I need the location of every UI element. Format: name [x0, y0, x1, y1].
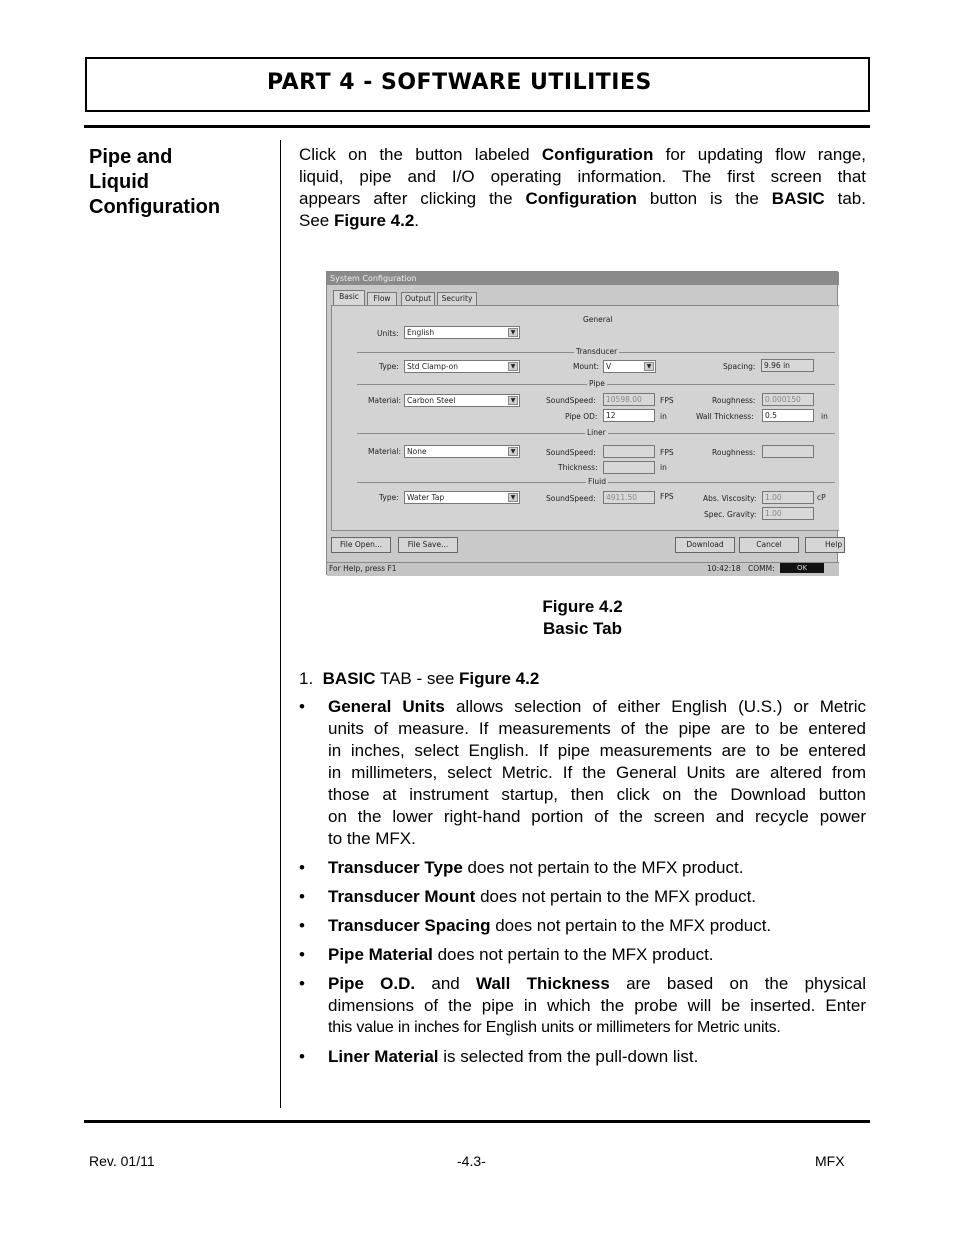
bullet-icon: •	[299, 1047, 305, 1066]
tab-security[interactable]: Security	[437, 292, 477, 305]
units-select[interactable]: English ▼	[404, 326, 520, 339]
material-label: Material:	[368, 447, 401, 456]
roughness-label: Roughness:	[712, 448, 756, 457]
liner-roughness-field	[762, 445, 814, 458]
figure-caption	[299, 596, 866, 640]
in-unit: in	[660, 463, 667, 472]
units-label: Units:	[377, 329, 399, 338]
liner-soundspeed-field	[603, 445, 655, 458]
pipe-od-input[interactable]: 12	[603, 409, 655, 422]
bullet-icon: •	[299, 916, 305, 935]
viscosity-label: Abs. Viscosity:	[703, 494, 757, 503]
list-item: • General Units allows selection of either English (U.S.) or Metric units of measure. If measurements of the pipe are to be entered in inches, select English. If pipe measurements are to be entered in millimeters, select Metric. If the General Units are altered from those at instrument startup, then click on the Download button on the lower right-hand portion of the screen and recycle power to the MFX.	[299, 697, 866, 848]
cp-unit: cP	[817, 493, 826, 502]
in-unit: in	[660, 412, 667, 421]
chevron-down-icon: ▼	[644, 362, 654, 371]
spacing-field: 9.96 in	[761, 359, 814, 372]
tab-flow[interactable]: Flow	[367, 292, 397, 305]
type-label: Type:	[379, 493, 399, 502]
help-button[interactable]: Help	[805, 537, 845, 553]
pipe-soundspeed-field: 10598.00	[603, 393, 655, 406]
gravity-label: Spec. Gravity:	[704, 510, 757, 519]
column-divider	[280, 140, 281, 1108]
intro-line: Click on the button labeled Configuration for updating flow range,	[299, 145, 866, 164]
config-screenshot	[326, 271, 843, 575]
gravity-field: 1.00	[762, 507, 814, 520]
soundspeed-label: SoundSpeed:	[546, 448, 596, 457]
pipe-roughness-field: 0.000150	[762, 393, 814, 406]
chevron-down-icon: ▼	[508, 447, 518, 456]
thickness-label: Thickness:	[558, 463, 598, 472]
intro-line: liquid, pipe and I/O operating information. The first screen that	[299, 167, 866, 186]
fluid-type-select[interactable]: Water Tap ▼	[404, 491, 520, 504]
footer-page: -4.3-	[457, 1153, 486, 1169]
list-item: • Transducer Type does not pertain to the MFX product.	[299, 858, 744, 877]
liner-material-select[interactable]: None ▼	[404, 445, 520, 458]
material-label: Material:	[368, 396, 401, 405]
window-title: System Configuration	[327, 272, 839, 285]
mount-select[interactable]: V ▼	[603, 360, 656, 373]
list-item: • Pipe Material does not pertain to the MFX product.	[299, 945, 714, 964]
section-heading-line: Liquid	[89, 171, 149, 193]
list-item: • Pipe O.D. and Wall Thickness are based on the physical dimensions of the pipe in which the probe will be inserted. Enter this value in inches for English units or millimeters for Metric units.	[299, 974, 867, 1036]
intro-line: See Figure 4.2.	[299, 211, 420, 230]
pipe-material-select[interactable]: Carbon Steel ▼	[404, 394, 520, 407]
chevron-down-icon: ▼	[508, 396, 518, 405]
section-heading-line: Configuration	[89, 196, 221, 218]
figure-number: Figure 4.2	[542, 597, 623, 616]
pipe-od-label: Pipe OD:	[565, 412, 598, 421]
chevron-down-icon: ▼	[508, 362, 518, 371]
footer-rev: Rev. 01/11	[89, 1153, 155, 1169]
comm-status: OK	[780, 563, 824, 573]
soundspeed-label: SoundSpeed:	[546, 396, 596, 405]
bullet-list	[299, 696, 866, 1075]
intro-line: appears after clicking the Configuration button is the BASIC tab.	[299, 189, 866, 208]
transducer-type-select[interactable]: Std Clamp-on ▼	[404, 360, 520, 373]
bottom-rule	[84, 1120, 870, 1123]
spacing-label: Spacing:	[723, 362, 756, 371]
status-bar	[327, 562, 839, 576]
top-rule	[84, 125, 870, 128]
tab-output[interactable]: Output	[401, 292, 435, 305]
bullet-icon: •	[299, 697, 305, 716]
liner-thickness-field	[603, 461, 655, 474]
list-item: • Transducer Spacing does not pertain to the MFX product.	[299, 916, 772, 935]
fps-unit: FPS	[660, 396, 674, 405]
page-title: PART 4 - SOFTWARE UTILITIES	[267, 70, 652, 95]
type-label: Type:	[379, 362, 399, 371]
file-open-button[interactable]: File Open...	[331, 537, 391, 553]
fps-unit: FPS	[660, 448, 674, 457]
intro-paragraph	[299, 144, 866, 232]
list-item: • Liner Material is selected from the pull-down list.	[299, 1047, 699, 1066]
chevron-down-icon: ▼	[508, 493, 518, 502]
list-item: • Transducer Mount does not pertain to the MFX product.	[299, 887, 757, 906]
wall-thickness-label: Wall Thickness:	[696, 412, 754, 421]
bullet-icon: •	[299, 974, 305, 993]
group-transducer: Transducer	[576, 347, 618, 356]
roughness-label: Roughness:	[712, 396, 756, 405]
group-general: General	[583, 315, 613, 324]
mount-label: Mount:	[573, 362, 600, 371]
fluid-soundspeed-field: 4911.50	[603, 491, 655, 504]
help-text: For Help, press F1	[329, 564, 397, 573]
footer-product: MFX	[815, 1153, 845, 1169]
cancel-button[interactable]: Cancel	[739, 537, 799, 553]
group-fluid: Fluid	[588, 477, 606, 486]
chevron-down-icon: ▼	[508, 328, 518, 337]
download-button[interactable]: Download	[675, 537, 735, 553]
group-pipe: Pipe	[589, 379, 605, 388]
section-heading-line: Pipe and	[89, 146, 173, 168]
soundspeed-label: SoundSpeed:	[546, 494, 596, 503]
section-heading	[89, 145, 220, 220]
fps-unit: FPS	[660, 492, 674, 501]
comm-label: COMM:	[748, 564, 775, 573]
in-unit: in	[821, 412, 828, 421]
time-readout: 10:42:18	[707, 564, 741, 573]
figure-title: Basic Tab	[542, 619, 623, 638]
tab-basic[interactable]: Basic	[333, 290, 365, 306]
title-box	[85, 57, 870, 112]
wall-thickness-input[interactable]: 0.5	[762, 409, 814, 422]
viscosity-field: 1.00	[762, 491, 814, 504]
file-save-button[interactable]: File Save...	[398, 537, 458, 553]
step-heading: 1. BASIC TAB - see Figure 4.2	[299, 669, 540, 688]
bullet-icon: •	[299, 858, 305, 877]
bullet-icon: •	[299, 887, 305, 906]
bullet-icon: •	[299, 945, 305, 964]
group-liner: Liner	[587, 428, 606, 437]
